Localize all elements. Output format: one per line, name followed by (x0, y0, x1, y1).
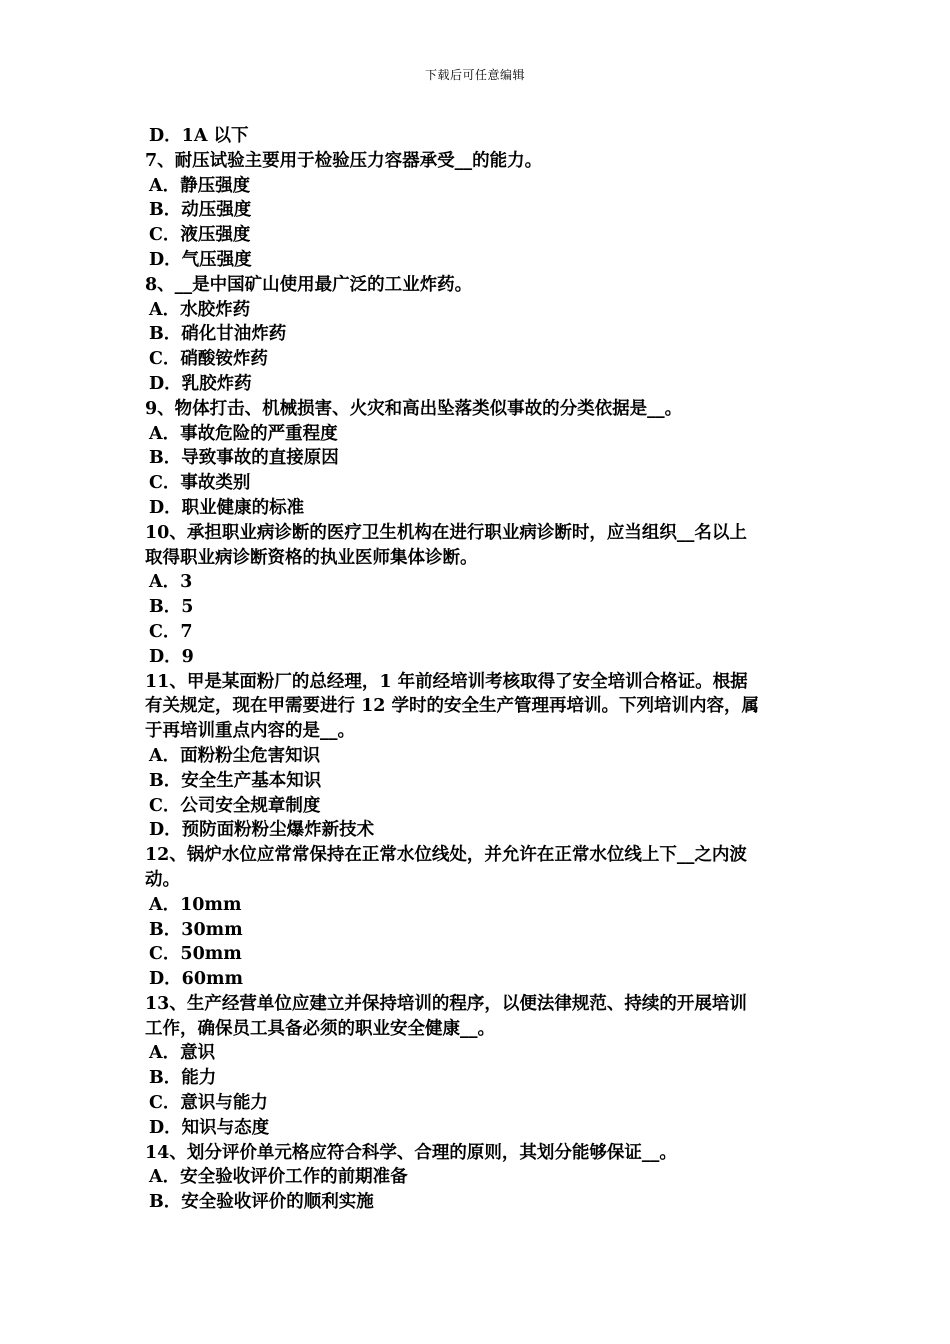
answer-option: A．意识 (149, 1043, 216, 1064)
answer-option: B．硝化甘油炸药 (149, 324, 287, 345)
question-text-line: 取得职业病诊断资格的执业医师集体诊断。 (145, 547, 478, 568)
document-body (145, 124, 810, 1215)
question-text-line: 7、耐压试验主要用于检验压力容器承受__的能力。 (145, 150, 543, 171)
answer-option: C．公司安全规章制度 (149, 795, 321, 816)
answer-option: D．乳胶炸药 (149, 373, 252, 394)
answer-option: C．7 (149, 621, 193, 642)
answer-option: C．事故类别 (149, 473, 251, 494)
answer-option: D．知识与态度 (149, 1117, 270, 1138)
question-text-line: 12、锅炉水位应常常保持在正常水位线处，并允许在正常水位线上下__之内波 (145, 845, 747, 866)
question-text-line: 8、__是中国矿山使用最广泛的工业炸药。 (145, 274, 473, 295)
answer-option: B．安全验收评价的顺利实施 (149, 1192, 374, 1213)
question-text-line: 9、物体打击、机械损害、火灾和高出坠落类似事故的分类依据是__。 (145, 398, 683, 419)
answer-option: B．动压强度 (149, 200, 252, 221)
answer-option: C．液压强度 (149, 225, 251, 246)
answer-option: B．安全生产基本知识 (149, 770, 322, 791)
answer-option: A．10mm (149, 894, 242, 915)
answer-option: C．硝酸铵炸药 (149, 349, 268, 370)
question-text-line: 10、承担职业病诊断的医疗卫生机构在进行职业病诊断时，应当组织__名以上 (145, 522, 747, 543)
answer-option: D．职业健康的标准 (149, 497, 305, 518)
answer-option: D．60mm (149, 969, 244, 990)
answer-option: A．面粉粉尘危害知识 (149, 745, 321, 766)
answer-option: D．预防面粉粉尘爆炸新技术 (149, 820, 375, 841)
answer-option: A．事故危险的严重程度 (149, 423, 338, 444)
answer-option: C．意识与能力 (149, 1093, 268, 1114)
question-text-line: 于再培训重点内容的是__。 (145, 721, 355, 742)
question-text-line: 工作，确保员工具备必须的职业安全健康__。 (145, 1018, 495, 1039)
answer-option: B．导致事故的直接原因 (149, 448, 339, 469)
answer-option: C．50mm (149, 944, 242, 965)
question-text-line: 11、甲是某面粉厂的总经理，1 年前经培训考核取得了安全培训合格证。根据 (145, 671, 748, 692)
question-text-line: 14、划分评价单元格应符合科学、合理的原则，其划分能够保证__。 (145, 1142, 677, 1163)
question-text-line: 动。 (145, 869, 180, 890)
answer-option: A．静压强度 (149, 175, 251, 196)
answer-option: D．1A 以下 (149, 126, 249, 146)
page-header: 下载后可任意编辑 (424, 68, 525, 82)
answer-option: D．气压强度 (149, 249, 252, 270)
answer-option: B．30mm (149, 919, 243, 940)
answer-option: A．3 (149, 572, 193, 593)
answer-option: A．水胶炸药 (149, 299, 251, 320)
question-text-line: 13、生产经营单位应建立并保持培训的程序，以便法律规范、持续的开展培训 (145, 993, 747, 1014)
answer-option: B．5 (149, 597, 194, 618)
answer-option: D．9 (149, 646, 194, 667)
answer-option: B．能力 (149, 1068, 217, 1089)
answer-option: A．安全验收评价工作的前期准备 (149, 1167, 408, 1188)
question-text-line: 有关规定，现在甲需要进行 12 学时的安全生产管理再培训。下列培训内容，属 (145, 696, 760, 717)
